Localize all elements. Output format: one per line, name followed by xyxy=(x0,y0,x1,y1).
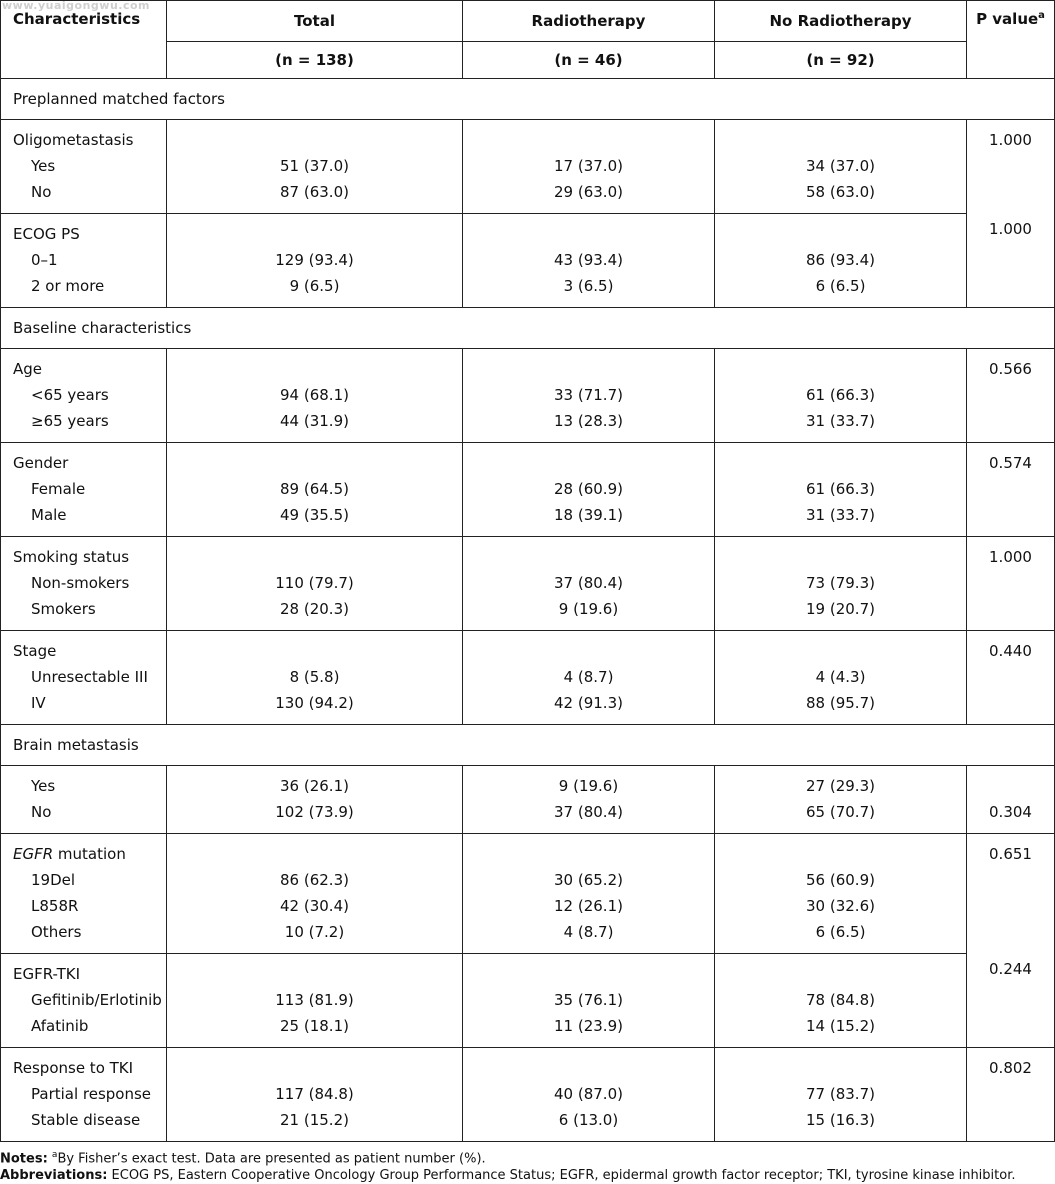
header-row xyxy=(1,1,1055,42)
cell-radiotherapy: 3 (6.5) xyxy=(563,277,614,295)
cell-total: 113 (81.9) xyxy=(275,991,354,1009)
group-smoking xyxy=(1,537,1055,631)
cell-total: 21 (15.2) xyxy=(280,1111,349,1129)
cell-radiotherapy: 29 (63.0) xyxy=(554,183,623,201)
cell-total: 87 (63.0) xyxy=(280,183,349,201)
group-label: Smoking status xyxy=(13,548,130,566)
row-label: ≥65 years xyxy=(31,412,109,430)
cell-no-radiotherapy: 56 (60.9) xyxy=(806,871,875,889)
p-value-gender: 0.574 xyxy=(989,454,1032,472)
group-response xyxy=(1,1048,1055,1142)
cell-total: 44 (31.9) xyxy=(280,412,349,430)
cell-no-radiotherapy: 4 (4.3) xyxy=(815,668,866,686)
cell-no-radiotherapy: 15 (16.3) xyxy=(806,1111,875,1129)
row-label: No xyxy=(31,803,52,821)
header-radiotherapy: Radiotherapy xyxy=(463,1,715,42)
header-total-n: (n = 138) xyxy=(167,42,463,79)
row-label: Partial response xyxy=(31,1085,152,1103)
abbreviations-line: Abbreviations: ECOG PS, Eastern Cooperative Oncology Group Performance Status; EGFR, epidermal growth factor receptor; TKI, tyrosine kinase inhibitor. xyxy=(0,1168,1016,1184)
p-value-smoking: 1.000 xyxy=(989,548,1032,566)
row-label: <65 years xyxy=(31,386,109,404)
cell-no-radiotherapy: 61 (66.3) xyxy=(806,480,875,498)
cell-no-radiotherapy: 34 (37.0) xyxy=(806,157,875,175)
section-baseline: Baseline characteristics xyxy=(1,308,1055,349)
cell-radiotherapy: 37 (80.4) xyxy=(554,803,623,821)
row-label: No xyxy=(31,183,52,201)
row-label: Afatinib xyxy=(31,1017,89,1035)
cell-total: 8 (5.8) xyxy=(289,668,340,686)
p-value-ecog: 1.000 xyxy=(989,220,1032,238)
cell-total: 86 (62.3) xyxy=(280,871,349,889)
p-value-egfr: 0.651 xyxy=(989,845,1032,863)
row-label: 19Del xyxy=(31,871,76,889)
group-stage xyxy=(1,631,1055,725)
p-value-oligometastasis: 1.000 xyxy=(989,131,1032,149)
cell-total: 94 (68.1) xyxy=(280,386,349,404)
row-label: Others xyxy=(31,923,82,941)
cell-total: 10 (7.2) xyxy=(284,923,345,941)
row-label: Yes xyxy=(31,777,56,795)
cell-total: 42 (30.4) xyxy=(280,897,349,915)
group-label: Age xyxy=(13,360,43,378)
cell-radiotherapy: 4 (8.7) xyxy=(563,923,614,941)
group-label: EGFR mutation xyxy=(13,845,126,863)
section-brain: Brain metastasis xyxy=(1,725,1055,766)
header-characteristics: Characteristics xyxy=(1,1,167,79)
cell-radiotherapy: 6 (13.0) xyxy=(558,1111,619,1129)
cell-total: 130 (94.2) xyxy=(275,694,354,712)
cell-no-radiotherapy: 61 (66.3) xyxy=(806,386,875,404)
row-label: Stable disease xyxy=(31,1111,141,1129)
p-value-stage: 0.440 xyxy=(989,642,1032,660)
group-age xyxy=(1,349,1055,443)
cell-no-radiotherapy: 19 (20.7) xyxy=(806,600,875,618)
group-egfr xyxy=(1,834,1055,954)
group-label: ECOG PS xyxy=(13,225,80,243)
cell-total: 36 (26.1) xyxy=(280,777,349,795)
cell-no-radiotherapy: 27 (29.3) xyxy=(806,777,875,795)
group-brain xyxy=(1,766,1055,834)
cell-total: 51 (37.0) xyxy=(280,157,349,175)
watermark: www.yuaigongwu.com xyxy=(2,0,151,12)
cell-radiotherapy: 13 (28.3) xyxy=(554,412,623,430)
cell-radiotherapy: 28 (60.9) xyxy=(554,480,623,498)
cell-no-radiotherapy: 31 (33.7) xyxy=(806,506,875,524)
p-value-tki: 0.244 xyxy=(989,960,1032,978)
header-radiotherapy-n: (n = 46) xyxy=(463,42,715,79)
cell-radiotherapy: 11 (23.9) xyxy=(554,1017,623,1035)
notes-line: Notes: $^a$By Fisher’s exact test. Data are presented as patient number (%). xyxy=(0,1150,486,1167)
cell-no-radiotherapy: 58 (63.0) xyxy=(806,183,875,201)
cell-radiotherapy: 40 (87.0) xyxy=(554,1085,623,1103)
cell-radiotherapy: 30 (65.2) xyxy=(554,871,623,889)
cell-no-radiotherapy: 31 (33.7) xyxy=(806,412,875,430)
cell-no-radiotherapy: 6 (6.5) xyxy=(815,923,866,941)
cell-total: 89 (64.5) xyxy=(280,480,349,498)
group-label: EGFR-TKI xyxy=(13,965,81,983)
cell-total: 117 (84.8) xyxy=(275,1085,354,1103)
cell-radiotherapy: 12 (26.1) xyxy=(554,897,623,915)
header-no-radiotherapy: No Radiotherapy xyxy=(715,1,967,42)
cell-total: 110 (79.7) xyxy=(275,574,354,592)
row-label: 0–1 xyxy=(31,251,58,269)
cell-total: 9 (6.5) xyxy=(289,277,340,295)
group-gender xyxy=(1,443,1055,537)
section-preplanned: Preplanned matched factors xyxy=(1,79,1055,120)
cell-no-radiotherapy: 30 (32.6) xyxy=(806,897,875,915)
cell-total: 49 (35.5) xyxy=(280,506,349,524)
row-label: Yes xyxy=(31,157,56,175)
group-label: Oligometastasis xyxy=(13,131,134,149)
cell-radiotherapy: 9 (19.6) xyxy=(558,600,619,618)
cell-no-radiotherapy: 86 (93.4) xyxy=(806,251,875,269)
cell-no-radiotherapy: 77 (83.7) xyxy=(806,1085,875,1103)
cell-radiotherapy: 9 (19.6) xyxy=(558,777,619,795)
row-label: Female xyxy=(31,480,86,498)
cell-radiotherapy: 33 (71.7) xyxy=(554,386,623,404)
cell-radiotherapy: 4 (8.7) xyxy=(563,668,614,686)
group-ecog xyxy=(1,214,1055,308)
cell-no-radiotherapy: 65 (70.7) xyxy=(806,803,875,821)
row-label: Non-smokers xyxy=(31,574,130,592)
header-p-value: P value$^a$ xyxy=(967,1,1055,79)
cell-no-radiotherapy: 6 (6.5) xyxy=(815,277,866,295)
cell-total: 25 (18.1) xyxy=(280,1017,349,1035)
group-label: Stage xyxy=(13,642,57,660)
cell-total: 28 (20.3) xyxy=(280,600,349,618)
cell-no-radiotherapy: 73 (79.3) xyxy=(806,574,875,592)
p-value-brain: 0.304 xyxy=(989,803,1032,821)
row-label: L858R xyxy=(31,897,79,915)
cell-radiotherapy: 37 (80.4) xyxy=(554,574,623,592)
group-oligometastasis xyxy=(1,120,1055,214)
group-tki xyxy=(1,954,1055,1048)
cell-total: 129 (93.4) xyxy=(275,251,354,269)
row-label: 2 or more xyxy=(31,277,105,295)
row-label: Gefitinib/Erlotinib xyxy=(31,991,162,1009)
group-label: Gender xyxy=(13,454,69,472)
cell-no-radiotherapy: 88 (95.7) xyxy=(806,694,875,712)
group-label: Response to TKI xyxy=(13,1059,134,1077)
cell-no-radiotherapy: 78 (84.8) xyxy=(806,991,875,1009)
cell-radiotherapy: 18 (39.1) xyxy=(554,506,623,524)
table-notes xyxy=(0,1147,1055,1184)
row-label: Male xyxy=(31,506,67,524)
p-value-response: 0.802 xyxy=(989,1059,1032,1077)
header-total: Total xyxy=(167,1,463,42)
p-value-age: 0.566 xyxy=(989,360,1032,378)
cell-radiotherapy: 35 (76.1) xyxy=(554,991,623,1009)
cell-no-radiotherapy: 14 (15.2) xyxy=(806,1017,875,1035)
row-label: Unresectable III xyxy=(31,668,148,686)
row-label: IV xyxy=(31,694,46,712)
cell-total: 102 (73.9) xyxy=(275,803,354,821)
header-no-radiotherapy-n: (n = 92) xyxy=(715,42,967,79)
cell-radiotherapy: 43 (93.4) xyxy=(554,251,623,269)
row-label: Smokers xyxy=(31,600,96,618)
cell-radiotherapy: 17 (37.0) xyxy=(554,157,623,175)
cell-radiotherapy: 42 (91.3) xyxy=(554,694,623,712)
